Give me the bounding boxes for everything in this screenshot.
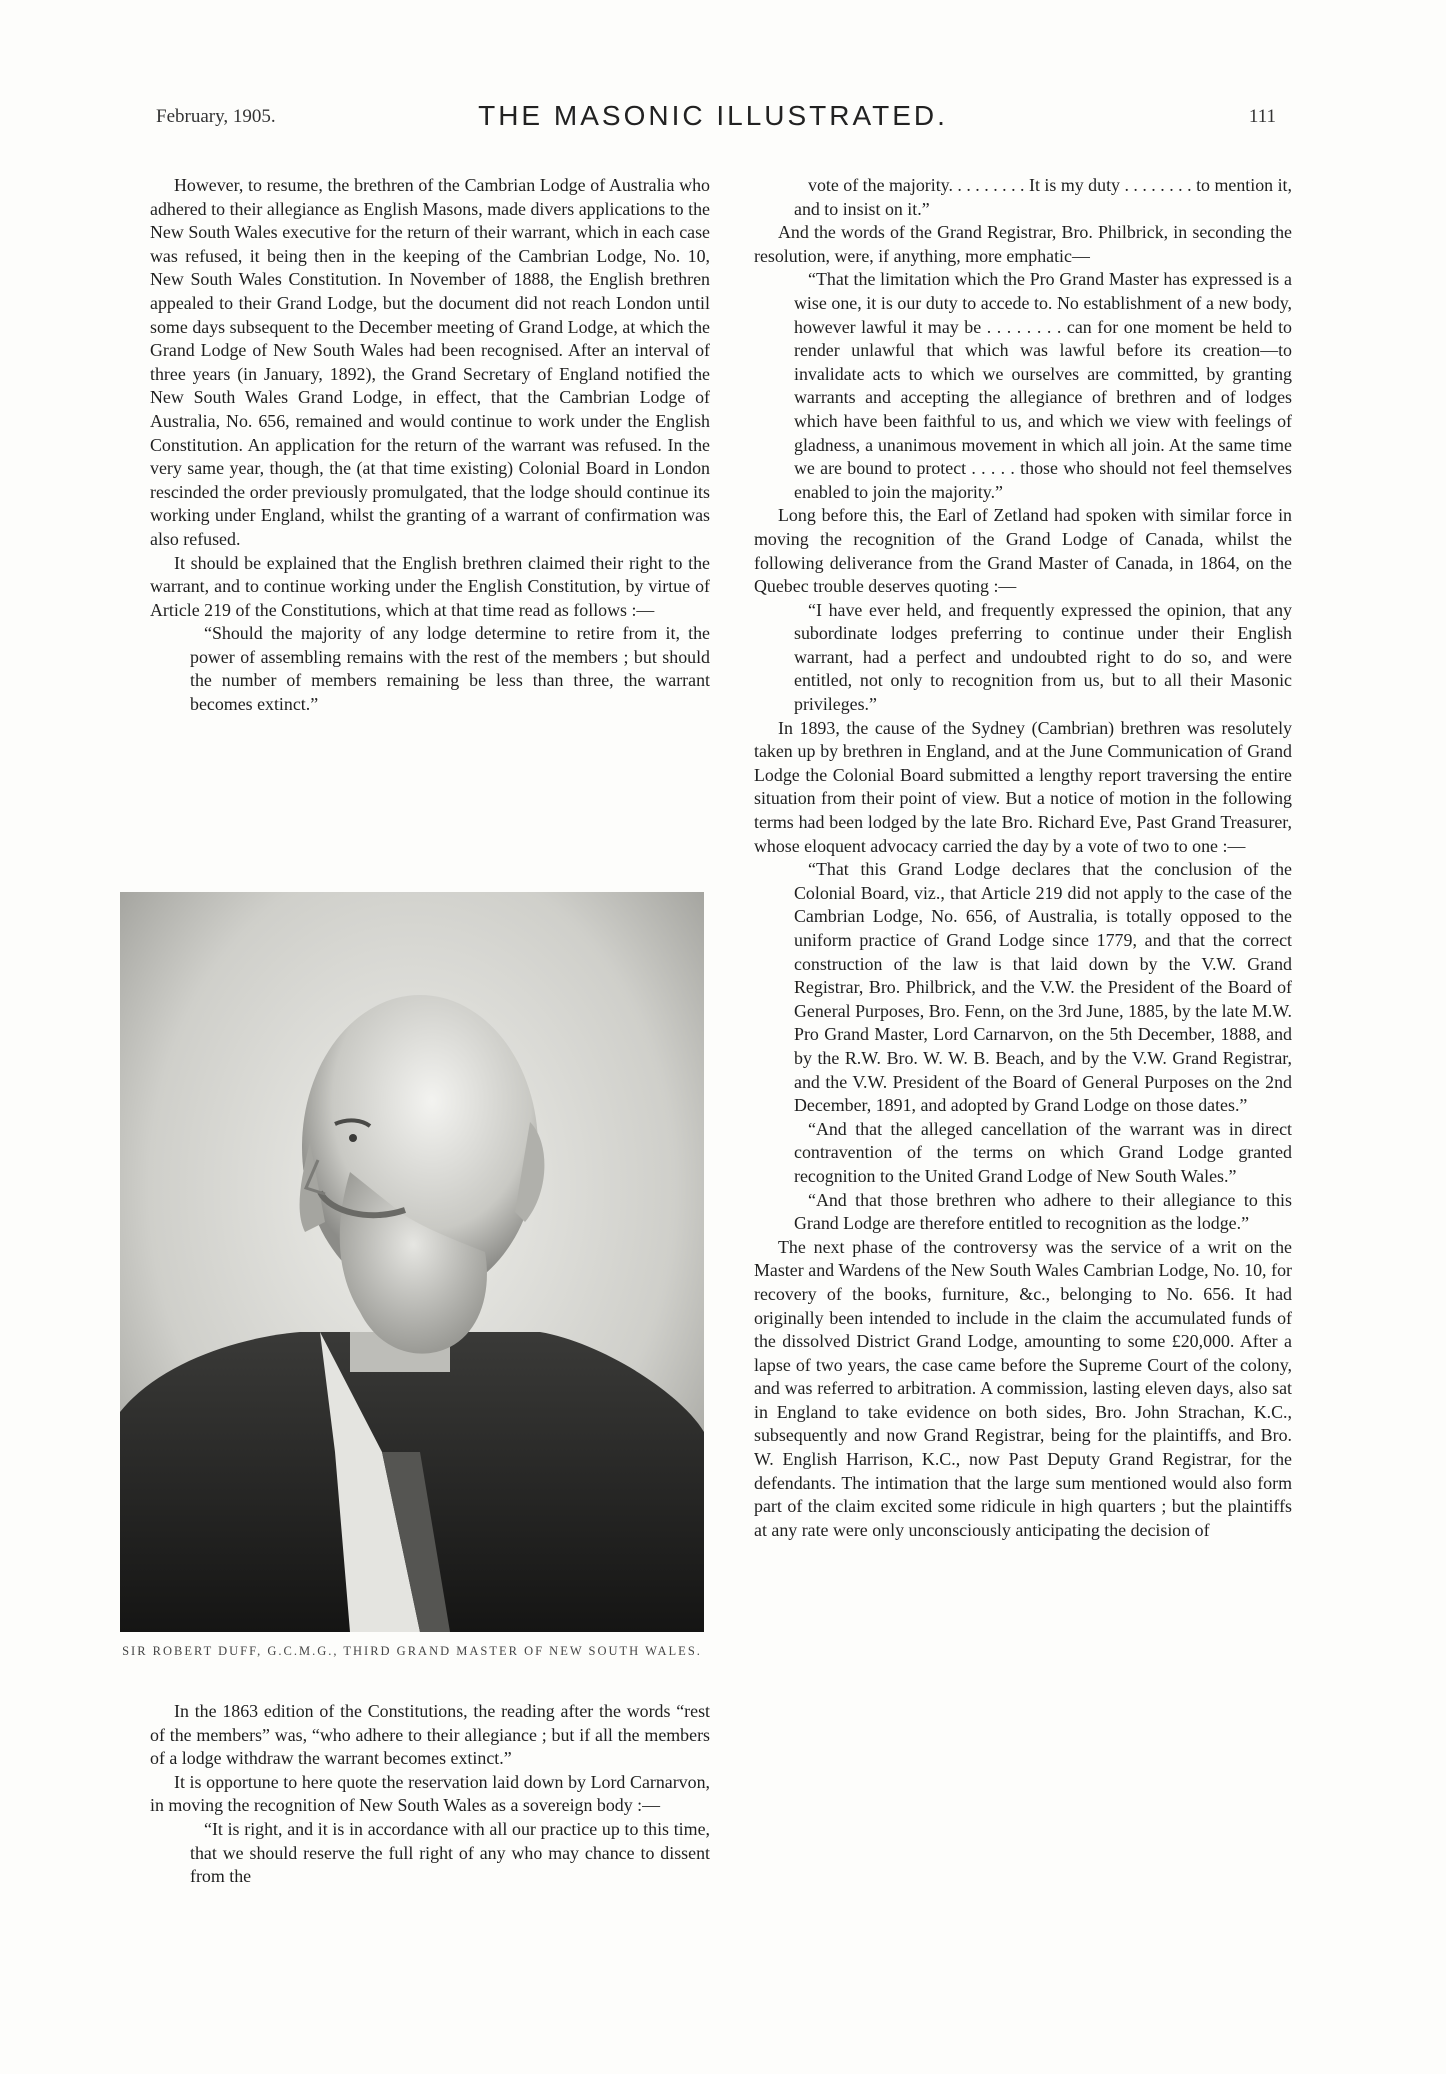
block-quote: “And that the alleged cancellation of the warrant was in direct contravention of the terms on which Grand Lodge granted recognition to the United Grand Lodge of New South Wales.”: [794, 1118, 1292, 1186]
journal-title: THE MASONIC ILLUSTRATED.: [478, 100, 948, 131]
left-column-lower: [150, 1700, 710, 1889]
block-quote: “That the limitation which the Pro Grand Master has expressed is a wise one, it is our duty to accede to. No establishment of a new body, however lawful it may be . . . . . . . . can for one moment be held to render unlawful that which was lawful before its creation—to invalidate acts to which we ourselves are committed, by granting warrants and accepting the allegiance of brethren and of lodges which have been faithful to us, and which we view with feelings of gladness, a unanimous movement in which all join. At the same time we are bound to protect . . . . . those who should not feel themselves enabled to join the majority.”: [794, 269, 1292, 502]
paragraph: However, to resume, the brethren of the Cambrian Lodge of Australia who adhered to their allegiance as English Masons, made divers applications to the New South Wales executive for the return of their warrant, which in each case was refused, it being then in the keeping of the Cambrian Lodge, No. 10, New South Wales Constitution. In November of 1888, the English brethren appealed to their Grand Lodge, but the document did not reach London until some days subsequent to the December meeting of Grand Lodge, at which the Grand Lodge of New South Wales had been recognised. After an interval of three years (in January, 1892), the Grand Secretary of England notified the New South Wales Grand Lodge, in effect, that the Cambrian Lodge of Australia, No. 656, remained and would continue to work under the English Constitution. An application for the return of the warrant was refused. In the very same year, though, the (at that time existing) Colonial Board in London rescinded the order previously promulgated, that the lodge should continue its working under England, whilst the granting of a warrant of confirmation was also refused.: [150, 175, 710, 549]
page-header: [150, 100, 1276, 140]
right-column: [754, 174, 1292, 1542]
block-quote: “That this Grand Lodge declares that the conclusion of the Colonial Board, viz., that Article 219 did not apply to the case of the Cambrian Lodge, No. 656, of Australia, is totally opposed to the uniform practice of Grand Lodge since 1779, and that the correct construction of the law is that laid down by the V.W. Grand Registrar, Bro. Philbrick, and the V.W. the President of the Board of General Purposes, Bro. Fenn, on the 3rd June, 1885, by the late M.W. Pro Grand Master, Lord Carnarvon, on the 5th December, 1888, and by the R.W. Bro. W. W. B. Beach, and by the V.W. Grand Registrar, and the V.W. President of the Board of General Purposes on the 2nd December, 1891, and adopted by Grand Lodge on those dates.”: [794, 859, 1292, 1116]
paragraph: In 1893, the cause of the Sydney (Cambrian) brethren was resolutely taken up by brethren in England, and at the June Communication of Grand Lodge the Colonial Board submitted a lengthy report traversing the entire situation from their point of view. But a notice of motion in the following terms had been lodged by the late Bro. Richard Eve, Past Grand Treasurer, whose eloquent advocacy carried the day by a vote of two to one :—: [754, 717, 1292, 856]
block-quote-continued: vote of the majority. . . . . . . . . It is my duty . . . . . . . . to mention it, and to insist on it.”: [794, 175, 1292, 219]
block-quote: “Should the majority of any lodge determine to retire from it, the power of assembling remains with the rest of the members ; but should the number of members remaining be less than three, the warrant becomes extinct.”: [190, 623, 710, 715]
portrait-figure: [120, 892, 704, 1660]
block-quote: “And that those brethren who adhere to their allegiance to this Grand Lodge are therefore entitled to recognition as the lodge.”: [794, 1189, 1292, 1234]
paragraph: It should be explained that the English brethren claimed their right to the warrant, and to continue working under the English Constitution, by virtue of Article 219 of the Constitutions, which at that time read as follows :—: [150, 552, 710, 620]
block-quote: “It is right, and it is in accordance with all our practice up to this time, that we should reserve the full right of any who may chance to dissent from the: [190, 1818, 710, 1887]
left-column: [150, 174, 710, 717]
paragraph: Long before this, the Earl of Zetland had spoken with similar force in moving the recognition of the Grand Lodge of Canada, whilst the following deliverance from the Grand Master of Canada, in 1864, on the Quebec trouble deserves quoting :—: [754, 505, 1292, 597]
paragraph: It is opportune to here quote the reservation laid down by Lord Carnarvon, in moving the recognition of New South Wales as a sovereign body :—: [150, 1771, 710, 1816]
issue-date: February, 1905.: [156, 106, 276, 127]
paragraph: And the words of the Grand Registrar, Bro. Philbrick, in seconding the resolution, were, if anything, more emphatic—: [754, 222, 1292, 266]
paragraph: The next phase of the controversy was the service of a writ on the Master and Wardens of the New South Wales Cambrian Lodge, No. 10, for recovery of the books, furniture, &c., belonging to No. 656. It had originally been intended to include in the claim the accumulated funds of the dissolved District Grand Lodge, amounting to some £20,000. After a lapse of two years, the case came before the Supreme Court of the colony, and was referred to arbitration. A commission, lasting eleven days, also sat in England to take evidence on both sides, Bro. John Strachan, K.C., subsequently and now Grand Registrar, being for the plaintiffs, and Bro. W. English Harrison, K.C., now Past Deputy Grand Registrar, for the defendants. The intimation that the large sum mentioned would also form part of the claim excited some ridicule in high quarters ; but the plaintiffs at any rate were only unconsciously anticipating the decision of: [754, 1236, 1292, 1540]
block-quote: “I have ever held, and frequently expressed the opinion, that any subordinate lodges preferring to continue under their English warrant, had a perfect and undoubted right to do so, and were entitled, not only to recognition from us, but to all their Masonic privileges.”: [794, 599, 1292, 715]
paragraph: In the 1863 edition of the Constitutions, the reading after the words “rest of the members” was, “who adhere to their allegiance ; but if all the members of a lodge withdraw the warrant becomes extinct.”: [150, 1701, 710, 1769]
portrait-image: [120, 892, 704, 1632]
page-number: 111: [1248, 106, 1276, 127]
figure-caption: SIR ROBERT DUFF, G.C.M.G., THIRD GRAND MASTER OF NEW SOUTH WALES.: [122, 1644, 702, 1658]
